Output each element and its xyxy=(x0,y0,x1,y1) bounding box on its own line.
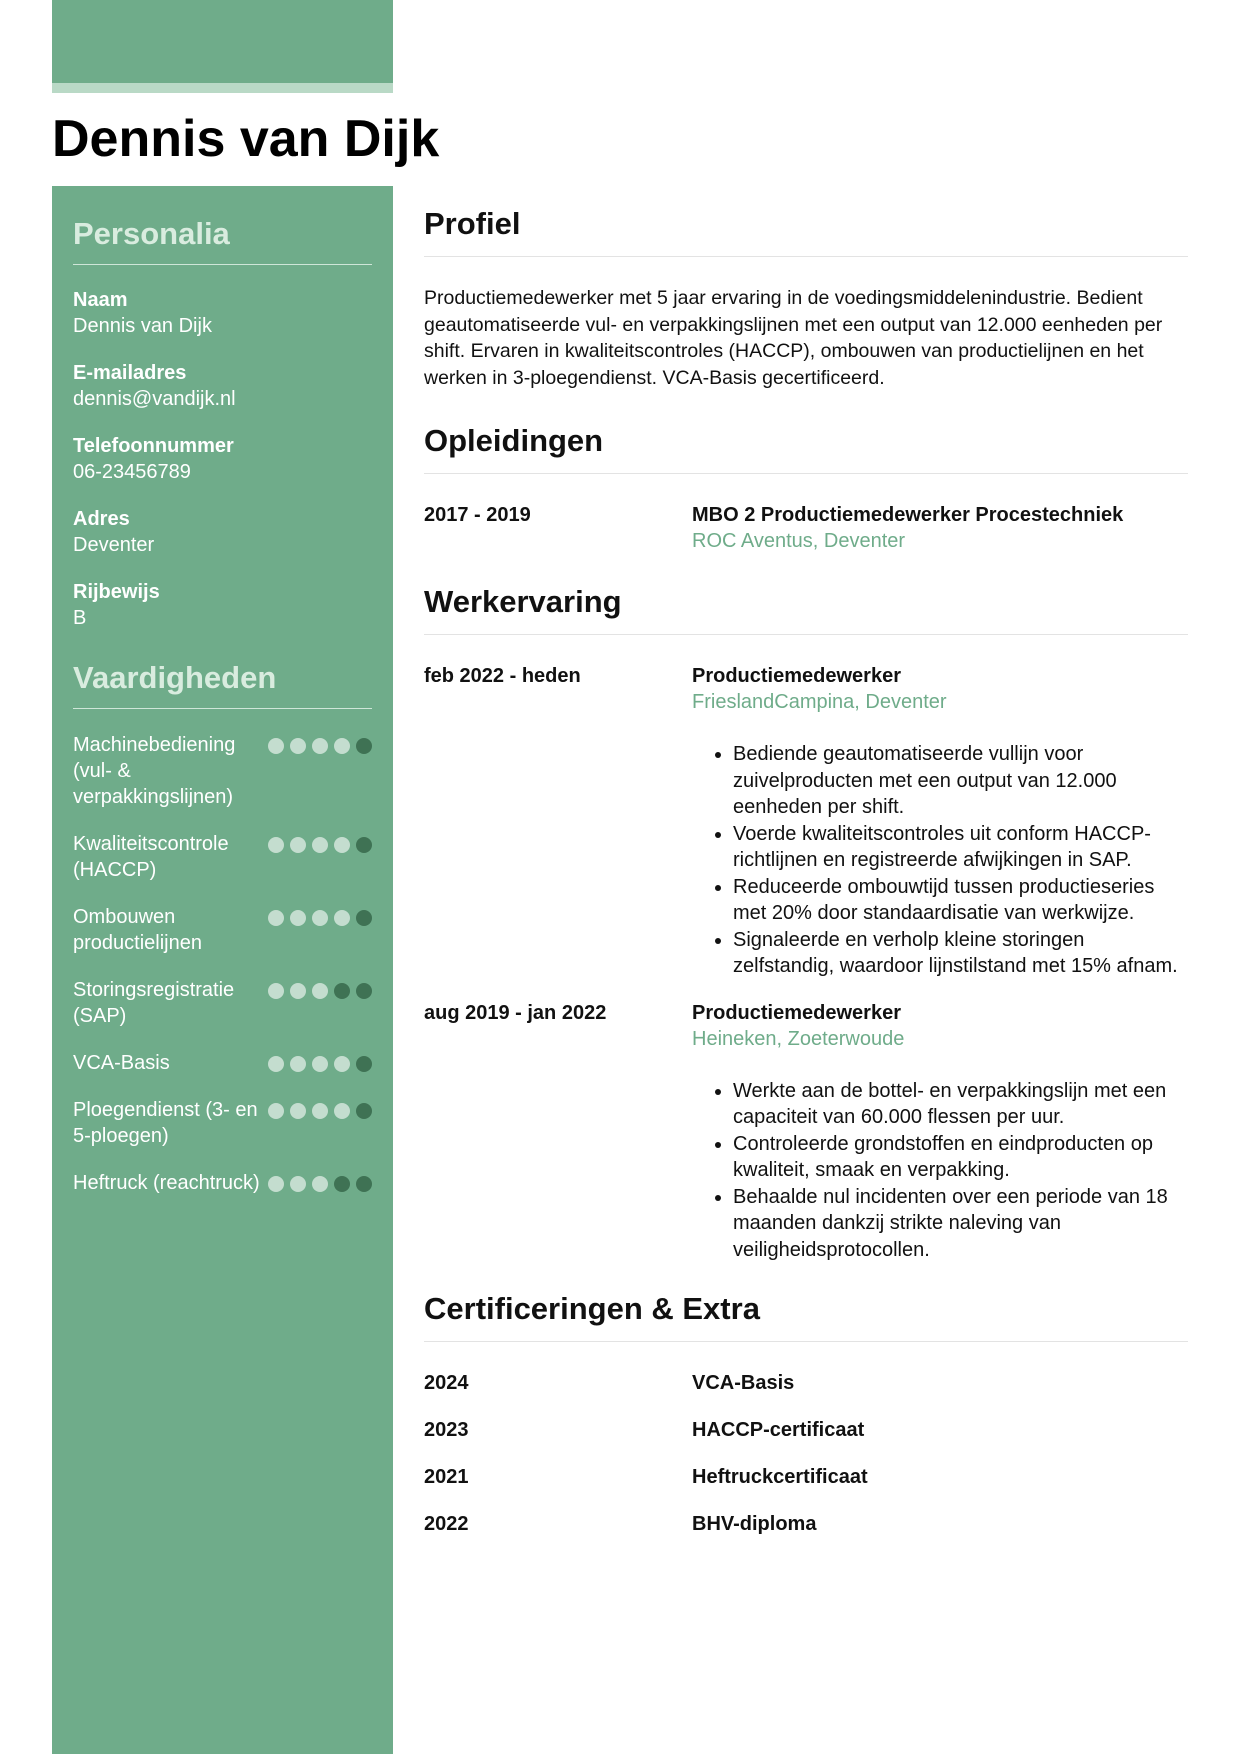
info-phone xyxy=(73,434,372,485)
rating-dot-empty xyxy=(356,738,372,754)
info-label: Naam xyxy=(73,289,128,311)
info-label: Telefoonnummer xyxy=(73,435,234,457)
skill-rating xyxy=(268,1056,372,1072)
skill-item xyxy=(73,1050,372,1076)
info-value: B xyxy=(73,607,87,629)
experience-entry xyxy=(424,663,1188,980)
info-license xyxy=(73,580,372,631)
skill-name: Storingsregistratie (SAP) xyxy=(73,979,235,1027)
rating-dot-filled xyxy=(268,837,284,853)
section-divider xyxy=(424,256,1188,257)
rating-dot-filled xyxy=(290,983,306,999)
rating-dot-filled xyxy=(290,837,306,853)
info-name xyxy=(73,288,372,339)
personalia-divider xyxy=(73,264,372,265)
rating-dot-filled xyxy=(268,1103,284,1119)
experience-section xyxy=(424,584,1188,1263)
info-label: E-mailadres xyxy=(73,362,187,384)
section-divider xyxy=(424,1341,1188,1342)
info-label: Rijbewijs xyxy=(73,581,160,603)
rating-dot-filled xyxy=(334,837,350,853)
certification-entry xyxy=(424,1370,1188,1396)
info-label: Adres xyxy=(73,508,130,530)
sidebar xyxy=(52,186,393,1754)
rating-dot-filled xyxy=(312,1176,328,1192)
rating-dot-filled xyxy=(268,1056,284,1072)
entry-company: Heineken, Zoeterwoude xyxy=(692,1027,905,1050)
section-divider xyxy=(424,473,1188,474)
rating-dot-filled xyxy=(290,1103,306,1119)
rating-dot-empty xyxy=(356,1103,372,1119)
skill-item xyxy=(73,732,372,810)
skill-name: Heftruck (reachtruck) xyxy=(73,1172,260,1194)
rating-dot-empty xyxy=(356,983,372,999)
rating-dot-filled xyxy=(312,738,328,754)
entry-body xyxy=(692,1000,1188,1264)
skill-name: VCA-Basis xyxy=(73,1052,170,1074)
rating-dot-empty xyxy=(334,983,350,999)
bullet-item: • Signaleerde en verholp kleine storingen zelfstandig, waardoor lijnstilstand met 15% afnam. xyxy=(733,927,1188,980)
profile-text: Productiemedewerker met 5 jaar ervaring in de voedingsmiddelenindustrie. Bedient geautomatiseerde vul- en verpakkingslijnen met een output van 12.000 eenheden per shift. Ervaren in kwaliteitscontroles (HACCP), ombouwen van productielijnen en het werken in 3-ploegendienst. VCA-Basis gecertificeerd. xyxy=(424,287,1163,389)
sidebar-content xyxy=(73,216,372,1217)
rating-dot-filled xyxy=(334,1103,350,1119)
bullet-item: • Reduceerde ombouwtijd tussen productieseries met 20% door standaardisatie van werkwijze. xyxy=(733,874,1188,927)
rating-dot-filled xyxy=(312,983,328,999)
rating-dot-empty xyxy=(356,1176,372,1192)
rating-dot-filled xyxy=(268,1176,284,1192)
entry-bullets xyxy=(692,1078,1188,1264)
rating-dot-filled xyxy=(290,910,306,926)
skill-rating xyxy=(268,983,372,999)
rating-dot-filled xyxy=(290,738,306,754)
entry-company: FrieslandCampina, Deventer xyxy=(692,691,947,713)
rating-dot-filled xyxy=(268,910,284,926)
education-entry xyxy=(424,502,1188,554)
rating-dot-filled xyxy=(334,910,350,926)
skill-name: Ombouwen productielijnen xyxy=(73,906,202,954)
entry-body xyxy=(692,663,1188,980)
cert-name: VCA-Basis xyxy=(692,1372,795,1394)
rating-dot-empty xyxy=(356,837,372,853)
rating-dot-filled xyxy=(268,983,284,999)
rating-dot-empty xyxy=(356,1056,372,1072)
rating-dot-empty xyxy=(356,910,372,926)
skill-item xyxy=(73,904,372,956)
skill-name: Ploegendienst (3- en 5-ploegen) xyxy=(73,1099,258,1147)
info-address xyxy=(73,507,372,558)
certifications-heading: Certificeringen & Extra xyxy=(424,1291,760,1326)
candidate-name: Dennis van Dijk xyxy=(52,110,440,168)
profile-section xyxy=(424,206,1188,391)
skill-rating xyxy=(268,738,372,754)
main-content xyxy=(424,206,1188,1558)
rating-dot-filled xyxy=(334,738,350,754)
entry-date: aug 2019 - jan 2022 xyxy=(424,1001,607,1024)
skills-divider xyxy=(73,708,372,709)
section-divider xyxy=(424,634,1188,635)
info-email xyxy=(73,361,372,412)
cert-name: Heftruckcertificaat xyxy=(692,1466,868,1488)
sidebar-top-block xyxy=(52,0,393,83)
rating-dot-filled xyxy=(312,837,328,853)
profile-heading: Profiel xyxy=(424,206,521,241)
info-value: 06-23456789 xyxy=(73,461,191,483)
certification-entry xyxy=(424,1511,1188,1537)
entry-title: Productiemedewerker xyxy=(692,665,901,687)
bullet-item: • Werkte aan de bottel- en verpakkingslijn met een capaciteit van 60.000 flessen per uur. xyxy=(733,1078,1188,1131)
rating-dot-filled xyxy=(334,1056,350,1072)
info-value: Deventer xyxy=(73,534,155,556)
skill-item xyxy=(73,831,372,883)
info-value: Dennis van Dijk xyxy=(73,315,212,337)
skill-rating xyxy=(268,1176,372,1192)
skill-rating xyxy=(268,910,372,926)
entry-institution: ROC Aventus, Deventer xyxy=(692,530,906,552)
info-value: dennis@vandijk.nl xyxy=(73,388,236,410)
entry-title: Productiemedewerker xyxy=(692,1001,901,1024)
rating-dot-filled xyxy=(268,738,284,754)
skill-item xyxy=(73,1170,372,1196)
skill-name: Machinebediening (vul- & verpakkingslijnen) xyxy=(73,734,236,808)
certification-entry xyxy=(424,1464,1188,1490)
personalia-heading: Personalia xyxy=(73,216,230,251)
rating-dot-filled xyxy=(290,1056,306,1072)
skill-name: Kwaliteitscontrole (HACCP) xyxy=(73,833,229,881)
cert-year: 2022 xyxy=(424,1513,469,1535)
cert-name: BHV-diploma xyxy=(692,1513,817,1535)
bullet-item: • Bediende geautomatiseerde vullijn voor zuivelproducten met een output van 12.000 eenheden per shift. xyxy=(733,741,1188,821)
experience-heading: Werkervaring xyxy=(424,584,622,619)
entry-date: feb 2022 - heden xyxy=(424,665,581,687)
cert-year: 2024 xyxy=(424,1372,469,1394)
education-heading: Opleidingen xyxy=(424,423,604,458)
cert-name: HACCP-certificaat xyxy=(692,1419,865,1441)
rating-dot-filled xyxy=(312,910,328,926)
rating-dot-empty xyxy=(334,1176,350,1192)
certifications-section xyxy=(424,1291,1188,1537)
entry-body xyxy=(692,502,1188,554)
bullet-item: • Behaalde nul incidenten over een periode van 18 maanden dankzij strikte naleving van veiligheidsprotocollen. xyxy=(733,1184,1188,1264)
experience-entry xyxy=(424,1000,1188,1264)
sidebar-accent-stripe xyxy=(52,83,393,93)
bullet-item: • Voerde kwaliteitscontroles uit conform HACCP-richtlijnen en registreerde afwijkingen in SAP. xyxy=(733,821,1188,874)
education-section xyxy=(424,423,1188,554)
certification-entry xyxy=(424,1417,1188,1443)
rating-dot-filled xyxy=(312,1056,328,1072)
entry-bullets xyxy=(692,741,1188,980)
rating-dot-filled xyxy=(312,1103,328,1119)
cert-year: 2021 xyxy=(424,1466,469,1488)
cert-year: 2023 xyxy=(424,1419,469,1441)
skill-rating xyxy=(268,837,372,853)
skill-item xyxy=(73,1097,372,1149)
rating-dot-filled xyxy=(290,1176,306,1192)
skill-rating xyxy=(268,1103,372,1119)
entry-date: 2017 - 2019 xyxy=(424,504,531,526)
skill-item xyxy=(73,977,372,1029)
bullet-item: • Controleerde grondstoffen en eindproducten op kwaliteit, smaak en verpakking. xyxy=(733,1131,1188,1184)
skills-heading: Vaardigheden xyxy=(73,660,277,695)
entry-title: MBO 2 Productiemedewerker Procestechniek xyxy=(692,504,1124,526)
